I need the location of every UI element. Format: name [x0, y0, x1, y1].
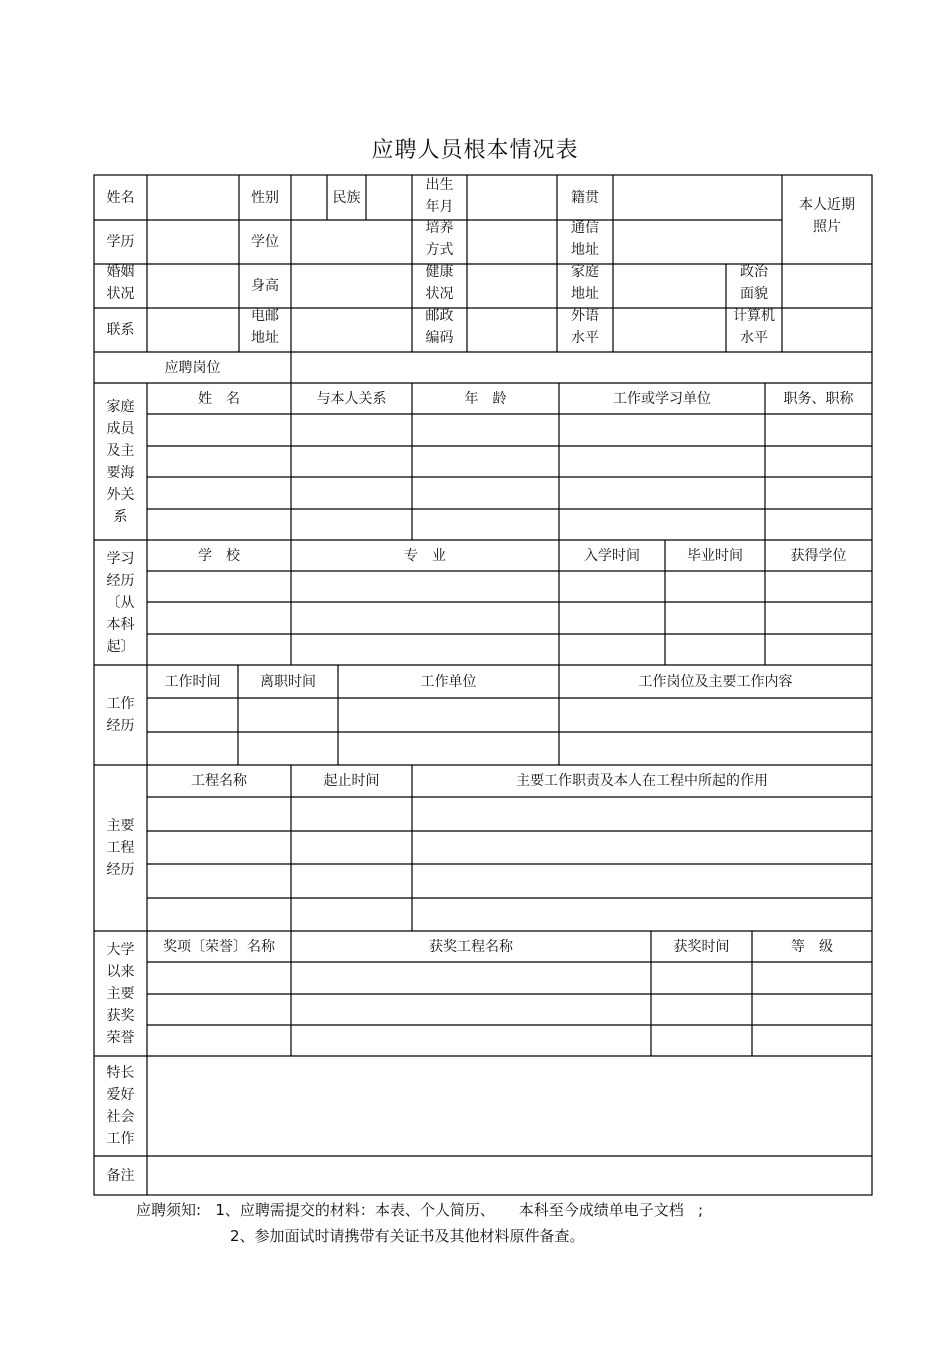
project-header-period: 起止时间	[323, 773, 380, 789]
label-training: 培养 方式	[425, 220, 454, 258]
label-health: 健康 状况	[425, 264, 454, 302]
label-position: 应聘岗位	[164, 359, 221, 376]
award-header-project: 获奖工程名称	[429, 938, 513, 955]
work-header-leave: 离职时间	[260, 673, 316, 690]
award-header-name: 奖项〔荣誉〕名称	[163, 938, 275, 955]
label-name: 姓名	[106, 189, 135, 206]
label-email: 电邮 地址	[251, 308, 279, 346]
label-native-place: 籍贯	[571, 189, 599, 206]
notice-line-2: 2、参加面试时请携带有关证书及其他材料原件备查。	[230, 1227, 585, 1245]
gender-field[interactable]	[292, 176, 326, 219]
label-home-address: 家庭 地址	[571, 264, 599, 302]
label-height: 身高	[251, 278, 279, 294]
work-header-duties: 工作岗位及主要工作内容	[638, 673, 793, 690]
label-postcode: 邮政 编码	[425, 308, 454, 346]
section-family: 家庭 成员 及主 要海 外关 系	[106, 398, 135, 525]
label-computer: 计算机 水平	[733, 308, 775, 346]
section-remarks: 备注	[106, 1167, 135, 1184]
label-mail-address: 通信 地址	[571, 220, 599, 258]
ethnicity-field[interactable]	[367, 176, 411, 219]
label-birth: 出生 年月	[425, 176, 454, 215]
label-gender: 性别	[251, 189, 279, 206]
label-degree: 学位	[251, 234, 279, 250]
project-header-name: 工程名称	[191, 773, 247, 789]
section-work: 工作 经历	[106, 696, 135, 734]
section-skills: 特长 爱好 社会 工作	[106, 1065, 135, 1147]
award-header-time: 获奖时间	[673, 938, 730, 955]
family-header-name: 姓 名	[198, 390, 240, 407]
section-projects: 主要 工程 经历	[106, 818, 135, 878]
work-header-employer: 工作单位	[420, 673, 477, 690]
label-education: 学历	[106, 234, 135, 250]
label-political: 政治 面貌	[740, 264, 768, 302]
label-marital: 婚姻 状况	[106, 264, 135, 302]
family-header-unit: 工作或学习单位	[613, 390, 711, 407]
remarks-field[interactable]	[148, 1157, 871, 1194]
section-awards: 大学 以来 主要 获奖 荣誉	[106, 941, 135, 1046]
native-place-field[interactable]	[614, 176, 781, 219]
work-header-start: 工作时间	[164, 673, 221, 690]
project-header-role: 主要工作职责及本人在工程中所起的作用	[516, 773, 768, 789]
label-foreign-language: 外语 水平	[571, 308, 599, 346]
name-field[interactable]	[148, 176, 238, 219]
award-header-level: 等 级	[791, 938, 833, 955]
family-header-relation: 与本人关系	[316, 390, 387, 407]
skills-field[interactable]	[148, 1057, 871, 1155]
label-photo: 本人近期 照片	[799, 197, 855, 235]
study-header-degree: 获得学位	[790, 547, 847, 564]
family-header-age: 年 龄	[464, 390, 507, 407]
study-header-graduate: 毕业时间	[687, 547, 743, 564]
section-study: 学习 经历 〔从 本科 起〕	[106, 550, 135, 655]
family-header-title: 职务、职称	[783, 390, 854, 407]
notice-line-1: 应聘须知: 1、应聘需提交的材料：本表、个人简历、 本科至今成绩单电子文档 ;	[136, 1201, 704, 1219]
label-contact: 联系	[106, 322, 135, 338]
form-title: 应聘人员根本情况表	[371, 138, 579, 163]
label-ethnicity: 民族	[332, 189, 361, 206]
birth-field[interactable]	[468, 176, 556, 219]
position-field[interactable]	[292, 353, 871, 382]
study-header-major: 专 业	[404, 547, 446, 564]
study-header-enroll: 入学时间	[584, 547, 640, 564]
study-header-school: 学 校	[198, 547, 240, 564]
